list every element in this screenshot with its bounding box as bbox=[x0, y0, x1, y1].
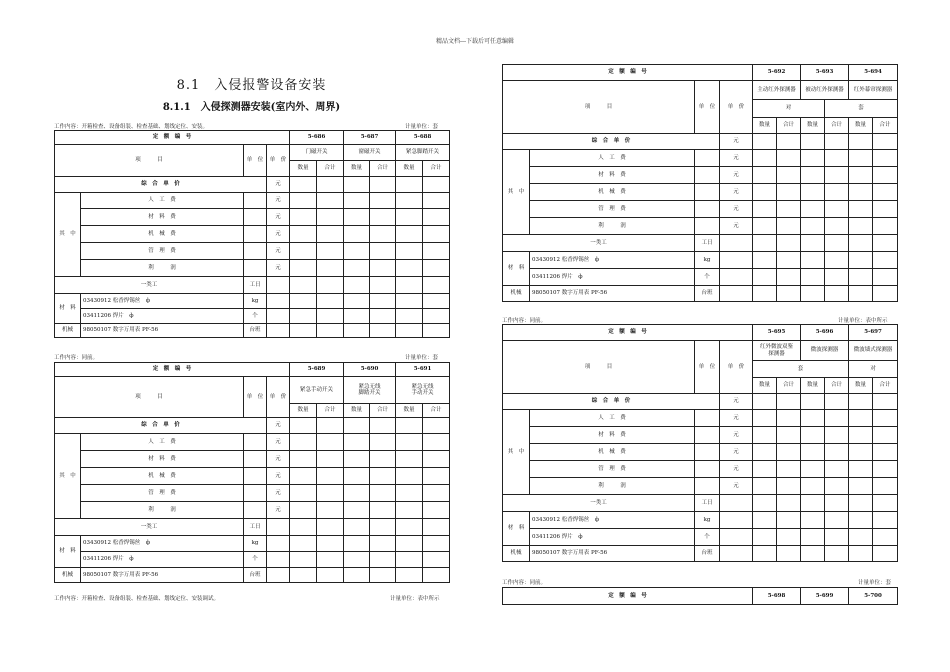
quota-code: 5-698 bbox=[753, 588, 801, 605]
material-row: 03411206 焊片 ф bbox=[530, 529, 695, 546]
worker-class-label: 一类工 bbox=[55, 277, 244, 294]
qty-header: 数量 bbox=[290, 404, 317, 418]
item-name: 紧急脚踏开关 bbox=[396, 145, 450, 161]
management-cost-label: 管 理 费 bbox=[81, 243, 244, 260]
labor-cost-label: 人 工 费 bbox=[81, 193, 244, 209]
material-cost-label: 材 料 费 bbox=[81, 209, 244, 226]
unit-yuan: 元 bbox=[267, 193, 290, 209]
measure-unit: 对 bbox=[753, 100, 825, 118]
item-name: 红外幕帘探测器 bbox=[849, 81, 898, 100]
unit-note: 计量单位：表中所示 bbox=[838, 318, 888, 324]
item-name: 窗磁开关 bbox=[344, 145, 396, 161]
total-header: 合计 bbox=[317, 161, 344, 177]
total-header: 合计 bbox=[777, 118, 801, 134]
material-row: 03430912 松香焊锡丝 ф bbox=[530, 252, 695, 269]
unit-price-header: 单 价 bbox=[267, 145, 290, 177]
unit-header: 单 位 bbox=[695, 341, 720, 394]
item-name: 微波墙式探测器 bbox=[849, 341, 898, 361]
chapter-title: 8.1 入侵报警设备安装 bbox=[176, 78, 327, 93]
quota-code: 5-686 bbox=[290, 131, 344, 145]
quota-code: 5-691 bbox=[396, 363, 450, 377]
unit-yuan: 元 bbox=[267, 451, 290, 468]
material-unit: kg bbox=[695, 252, 720, 269]
quota-code-label: 定 额 编 号 bbox=[55, 131, 290, 145]
unit-note: 计量单位：套 bbox=[405, 124, 439, 130]
total-header: 合计 bbox=[825, 378, 849, 394]
machine-row: 98050107 数字万用表 PF-56 bbox=[81, 324, 244, 338]
machine-label: 机械 bbox=[503, 286, 530, 302]
profit-label: 利 润 bbox=[530, 218, 695, 235]
material-unit: 个 bbox=[695, 529, 720, 546]
quota-table-2 bbox=[54, 362, 450, 583]
quota-code: 5-690 bbox=[344, 363, 396, 377]
work-content-note: 工作内容：同前。 bbox=[54, 355, 99, 361]
item-name: 红外微波双鉴 探测器 bbox=[753, 341, 801, 361]
unit-yuan: 元 bbox=[720, 167, 753, 184]
material-cost-label: 材 料 费 bbox=[530, 427, 695, 444]
unit-header: 单 位 bbox=[244, 145, 267, 177]
material-cost-label: 材 料 费 bbox=[81, 451, 244, 468]
unit-yuan: 元 bbox=[267, 226, 290, 243]
work-content-note: 工作内容：同前。 bbox=[502, 580, 547, 586]
quota-code: 5-688 bbox=[396, 131, 450, 145]
unit-yuan: 元 bbox=[267, 502, 290, 519]
management-cost-label: 管 理 费 bbox=[81, 485, 244, 502]
qty-header: 数量 bbox=[801, 378, 825, 394]
item-name: 主动红外探测器 bbox=[753, 81, 801, 100]
quota-table-1 bbox=[54, 130, 450, 338]
unit-yuan: 元 bbox=[720, 461, 753, 478]
machine-row: 98050107 数字万用表 PF-56 bbox=[81, 568, 244, 583]
machine-cost-label: 机 械 费 bbox=[81, 226, 244, 243]
item-header: 项 目 bbox=[55, 145, 244, 177]
composite-price-label: 综 合 单 价 bbox=[503, 394, 720, 410]
total-header: 合计 bbox=[825, 118, 849, 134]
item-name: 被动红外探测器 bbox=[801, 81, 849, 100]
qty-header: 数量 bbox=[396, 404, 423, 418]
work-content-note: 工作内容：开箱检查、设备组装、检查基础、划线定位、安装。 bbox=[54, 124, 209, 130]
quota-code: 5-700 bbox=[849, 588, 898, 605]
quota-table-4 bbox=[502, 324, 898, 562]
total-header: 合计 bbox=[777, 378, 801, 394]
unit-yuan: 元 bbox=[267, 485, 290, 502]
section-title: 8.1.1 入侵探测器安装(室内外、周界) bbox=[162, 102, 341, 113]
material-unit: kg bbox=[244, 294, 267, 309]
quota-code: 5-693 bbox=[801, 65, 849, 81]
quota-table-5 bbox=[502, 587, 898, 605]
quota-code: 5-687 bbox=[344, 131, 396, 145]
unit-yuan: 元 bbox=[720, 478, 753, 495]
of-which-label: 其 中 bbox=[503, 150, 530, 235]
total-header: 合计 bbox=[873, 378, 898, 394]
quota-code: 5-696 bbox=[801, 325, 849, 341]
item-header: 项 目 bbox=[503, 341, 695, 394]
materials-label: 材 料 bbox=[55, 536, 81, 568]
total-header: 合计 bbox=[873, 118, 898, 134]
unit-yuan: 元 bbox=[720, 134, 753, 150]
quota-code: 5-697 bbox=[849, 325, 898, 341]
management-cost-label: 管 理 费 bbox=[530, 461, 695, 478]
qty-header: 数量 bbox=[344, 404, 370, 418]
unit-yuan: 元 bbox=[720, 444, 753, 461]
unit-note: 计量单位：套 bbox=[405, 355, 439, 361]
unit-yuan: 元 bbox=[267, 243, 290, 260]
item-name: 紧急无线 手动开关 bbox=[396, 377, 450, 404]
labor-cost-label: 人 工 费 bbox=[81, 434, 244, 451]
unit-note: 计量单位：表中所示 bbox=[390, 596, 440, 602]
material-row: 03411206 焊片 ф bbox=[81, 552, 244, 568]
material-row: 03430912 松香焊锡丝 ф bbox=[81, 536, 244, 552]
composite-price-label: 综 合 单 价 bbox=[55, 177, 267, 193]
unit-yuan: 元 bbox=[720, 410, 753, 427]
quota-code: 5-695 bbox=[753, 325, 801, 341]
machine-label: 机械 bbox=[55, 568, 81, 583]
unit-yuan: 元 bbox=[267, 209, 290, 226]
quota-table-3 bbox=[502, 64, 898, 302]
document-header-note: 精品文档---下载后可任意编辑 bbox=[435, 38, 515, 45]
measure-unit: 套 bbox=[753, 361, 849, 378]
material-cost-label: 材 料 费 bbox=[530, 167, 695, 184]
quota-code: 5-692 bbox=[753, 65, 801, 81]
material-unit: 个 bbox=[244, 309, 267, 324]
total-header: 合计 bbox=[423, 161, 450, 177]
of-which-label: 其 中 bbox=[55, 193, 81, 277]
item-header: 项 目 bbox=[503, 81, 695, 134]
total-header: 合计 bbox=[317, 404, 344, 418]
measure-unit: 对 bbox=[849, 361, 898, 378]
material-row: 03430912 松香焊锡丝 ф bbox=[530, 512, 695, 529]
machine-unit: 台班 bbox=[695, 286, 720, 302]
unit-yuan: 元 bbox=[720, 394, 753, 410]
workday-unit: 工日 bbox=[244, 519, 267, 536]
total-header: 合计 bbox=[370, 404, 396, 418]
total-header: 合计 bbox=[423, 404, 450, 418]
item-name: 微波探测器 bbox=[801, 341, 849, 361]
worker-class-label: 一类工 bbox=[55, 519, 244, 536]
materials-label: 材 料 bbox=[503, 512, 530, 546]
machine-row: 98050107 数字万用表 PF-56 bbox=[530, 286, 695, 302]
quota-code-label: 定 额 编 号 bbox=[503, 65, 753, 81]
machine-row: 98050107 数字万用表 PF-56 bbox=[530, 546, 695, 562]
unit-price-header: 单 价 bbox=[720, 341, 753, 394]
quota-code-label: 定 额 编 号 bbox=[55, 363, 290, 377]
profit-label: 利 润 bbox=[81, 502, 244, 519]
management-cost-label: 管 理 费 bbox=[530, 201, 695, 218]
qty-header: 数量 bbox=[849, 118, 873, 134]
machine-unit: 台班 bbox=[244, 568, 267, 583]
profit-label: 利 润 bbox=[530, 478, 695, 495]
qty-header: 数量 bbox=[396, 161, 423, 177]
workday-unit: 工日 bbox=[695, 495, 720, 512]
item-name: 门磁开关 bbox=[290, 145, 344, 161]
qty-header: 数量 bbox=[849, 378, 873, 394]
workday-unit: 工日 bbox=[695, 235, 720, 252]
of-which-label: 其 中 bbox=[503, 410, 530, 495]
unit-header: 单 位 bbox=[695, 81, 720, 134]
profit-label: 利 润 bbox=[81, 260, 244, 277]
worker-class-label: 一类工 bbox=[503, 235, 695, 252]
labor-cost-label: 人 工 费 bbox=[530, 410, 695, 427]
item-header: 项 目 bbox=[55, 377, 244, 418]
unit-price-header: 单 价 bbox=[720, 81, 753, 134]
item-name: 紧急手动开关 bbox=[290, 377, 344, 404]
quota-code: 5-689 bbox=[290, 363, 344, 377]
unit-yuan: 元 bbox=[720, 427, 753, 444]
machine-cost-label: 机 械 费 bbox=[530, 184, 695, 201]
of-which-label: 其 中 bbox=[55, 434, 81, 519]
qty-header: 数量 bbox=[801, 118, 825, 134]
material-row: 03411206 焊片 ф bbox=[530, 269, 695, 286]
total-header: 合计 bbox=[370, 161, 396, 177]
unit-yuan: 元 bbox=[267, 468, 290, 485]
item-name: 紧急无线 脚踏开关 bbox=[344, 377, 396, 404]
composite-price-label: 综 合 单 价 bbox=[55, 418, 267, 434]
material-row: 03430912 松香焊锡丝 ф bbox=[81, 294, 244, 309]
machine-cost-label: 机 械 费 bbox=[530, 444, 695, 461]
unit-note: 计量单位：套 bbox=[858, 580, 892, 586]
machine-label: 机械 bbox=[503, 546, 530, 562]
worker-class-label: 一类工 bbox=[503, 495, 695, 512]
unit-price-header: 单 价 bbox=[267, 377, 290, 418]
machine-unit: 台班 bbox=[695, 546, 720, 562]
unit-yuan: 元 bbox=[720, 201, 753, 218]
unit-yuan: 元 bbox=[720, 184, 753, 201]
quota-code: 5-699 bbox=[801, 588, 849, 605]
material-unit: 个 bbox=[695, 269, 720, 286]
materials-label: 材 料 bbox=[55, 294, 81, 324]
materials-label: 材 料 bbox=[503, 252, 530, 286]
qty-header: 数量 bbox=[753, 378, 777, 394]
quota-code-label: 定 额 编 号 bbox=[503, 325, 753, 341]
unit-yuan: 元 bbox=[267, 177, 290, 193]
machine-label: 机械 bbox=[55, 324, 81, 338]
measure-unit: 套 bbox=[825, 100, 898, 118]
material-unit: 个 bbox=[244, 552, 267, 568]
material-row: 03411206 焊片 ф bbox=[81, 309, 244, 324]
labor-cost-label: 人 工 费 bbox=[530, 150, 695, 167]
material-unit: kg bbox=[695, 512, 720, 529]
quota-code: 5-694 bbox=[849, 65, 898, 81]
qty-header: 数量 bbox=[290, 161, 317, 177]
unit-yuan: 元 bbox=[267, 418, 290, 434]
work-content-note: 工作内容：开箱检查、设备组装、检查基础、划线定位、安装调试。 bbox=[54, 596, 220, 602]
unit-header: 单 位 bbox=[244, 377, 267, 418]
workday-unit: 工日 bbox=[244, 277, 267, 294]
qty-header: 数量 bbox=[753, 118, 777, 134]
quota-code-label: 定 额 编 号 bbox=[503, 588, 753, 605]
qty-header: 数量 bbox=[344, 161, 370, 177]
work-content-note: 工作内容：同前。 bbox=[502, 318, 547, 324]
unit-yuan: 元 bbox=[267, 434, 290, 451]
composite-price-label: 综 合 单 价 bbox=[503, 134, 720, 150]
unit-yuan: 元 bbox=[720, 150, 753, 167]
unit-yuan: 元 bbox=[267, 260, 290, 277]
unit-yuan: 元 bbox=[720, 218, 753, 235]
machine-cost-label: 机 械 费 bbox=[81, 468, 244, 485]
material-unit: kg bbox=[244, 536, 267, 552]
machine-unit: 台班 bbox=[244, 324, 267, 338]
